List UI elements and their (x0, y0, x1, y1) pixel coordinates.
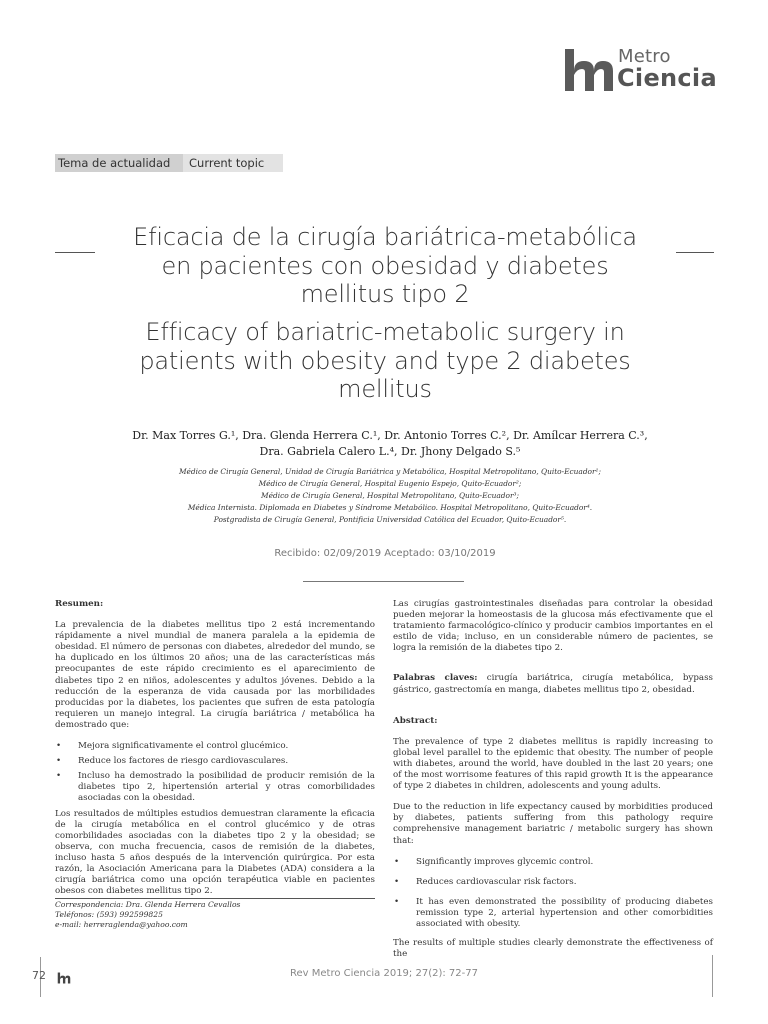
correspondence (55, 900, 240, 930)
section-band (55, 154, 283, 172)
abstract-paragraph-1: The prevalence of type 2 diabetes mellitus is rapidly increasing to global level parallel to the epidemic that obesity. The number of people with diabetes, around the world, have doubled in the last 20 years; one of the most worrisome features of this rapid growth It is the appearance of type 2 diabetes in children, adolescents and young adults. (393, 736, 713, 792)
logo-mark-icon (563, 47, 615, 93)
authors-line-1: Dr. Max Torres G.¹, Dra. Glenda Herrera C.¹, Dr. Antonio Torres C.², Dr. Amílcar Herrera C.³, (132, 429, 648, 442)
affiliation-item: Postgradista de Cirugía General, Pontificia Universidad Católica del Ecuador, Quito-Ecuador⁵. (213, 515, 567, 524)
logo-text-metro: Metro (618, 46, 671, 67)
authors-line-2: Dra. Gabriela Calero L.⁴, Dr. Jhony Delgado S.⁵ (259, 444, 521, 458)
affiliation-item: Médica Internista. Diplomada en Diabetes y Síndrome Metabólico. Hospital Metropolitano, Quito-Ecuador⁴. (187, 503, 593, 512)
separator-rule (303, 581, 464, 582)
list-item: • Significantly improves glycemic control. (393, 857, 713, 868)
right-column (393, 599, 713, 970)
title-spanish (60, 223, 710, 309)
title-es-line-2: en pacientes con obesidad y diabetes (161, 251, 609, 280)
abstract-bullet-list (393, 857, 713, 930)
footer-divider-right (712, 955, 713, 997)
left-column (55, 599, 375, 907)
resumen-heading: Resumen: (55, 599, 104, 609)
correspondence-email: e-mail: herreraglenda@yahoo.com (55, 920, 188, 929)
title-en-line-3: mellitus (338, 375, 432, 403)
resumen-bullet-list (55, 741, 375, 804)
logo-text-ciencia: Ciencia (617, 64, 717, 92)
correspondence-name: Correspondencia: Dra. Glenda Herrera Cevallos (55, 900, 241, 909)
journal-logo (563, 47, 723, 99)
list-item: • It has even demonstrated the possibility of producing diabetes remission type 2, arterial hypertension and other comorbidities associated with obesity. (393, 897, 713, 930)
resumen-paragraph-3: Las cirugías gastrointestinales diseñadas para controlar la obesidad pueden mejorar la homeostasis de la glucosa más efectivamente que el tratamiento farmacológico-clínico y producir cambios importantes en el estilo de vida; incluso, en un considerable número de pacientes, se logra la remisión de la diabetes tipo 2. (393, 599, 713, 654)
affiliation-item: Médico de Cirugía General, Unidad de Cirugía Bariátrica y Metabólica, Hospital Metropolitano, Quito-Ecuador¹; (178, 467, 601, 476)
keywords (393, 673, 713, 695)
abstract-paragraph-3: The results of multiple studies clearly demonstrate the effectiveness of the (393, 938, 713, 960)
received-accepted-dates: Recibido: 02/09/2019 Aceptado: 03/10/2019 (274, 548, 496, 559)
correspondence-rule (55, 898, 375, 899)
title-en-line-2: patients with obesity and type 2 diabetes (139, 346, 631, 375)
title-es-line-3: mellitus tipo 2 (300, 280, 470, 308)
keywords-label: Palabras claves: (393, 673, 478, 684)
title-rule-left (55, 252, 95, 253)
abstract-heading: Abstract: (393, 715, 438, 726)
title-es-line-1: Eficacia de la cirugía bariátrica-metabólica (133, 223, 637, 251)
journal-citation: Rev Metro Ciencia 2019; 27(2): 72-77 (290, 968, 478, 979)
author-list (100, 428, 680, 459)
section-label-es: Tema de actualidad (55, 154, 183, 172)
list-item: • Reduce los factores de riesgo cardiovasculares. (55, 756, 375, 767)
resumen-paragraph-1: La prevalencia de la diabetes mellitus tipo 2 está incrementando rápidamente a nivel mundial de manera paralela a la epidemia de obesidad. El número de personas con diabetes, alrededor del mundo, se ha duplicado en los últimos 20 años; una de las características más preocupantes de este rápido crecimiento es el aparecimiento de diabetes tipo 2 en niños, adolescentes y adultos jóvenes. Debido a la reducción de la esperanza de vida causada por las morbilidades producidas por la diabetes, los pacientes que sufren de esta patología requieren un manejo integral. La cirugía bariátrica / metabólica ha demostrado que: (55, 620, 375, 730)
list-item: • Mejora significativamente el control glucémico. (55, 741, 375, 752)
page-number: 72 (32, 969, 46, 982)
affiliation-item: Médico de Cirugía General, Hospital Metropolitano, Quito-Ecuador³; (261, 491, 519, 500)
section-label-en: Current topic (189, 156, 265, 170)
title-rule-right (676, 252, 714, 253)
footer-logo-icon (57, 969, 71, 988)
list-item: • Reduces cardiovascular risk factors. (393, 877, 713, 888)
affiliation-item: Médico de Cirugía General, Hospital Eugenio Espejo, Quito-Ecuador²; (258, 479, 522, 488)
list-item: • Incluso ha demostrado la posibilidad de producir remisión de la diabetes tipo 2, hipertensión arterial y otras comorbilidades asociadas con la obesidad. (55, 771, 375, 804)
resumen-paragraph-2: Los resultados de múltiples estudios demuestran claramente la eficacia de la cirugía metabólica en el control glucémico y de otras comorbilidades asociadas con la diabetes tipo 2 y la obesidad; se observa, con mucha frecuencia, casos de remisión de la diabetes, incluso hasta 5 años después de la intervención quirúrgica. Por esta razón, la Asociación Americana para la Diabetes (ADA) considera a la cirugía bariátrica como una opción terapéutica viable en pacientes obesos con diabetes mellitus tipo 2. (55, 808, 375, 897)
correspondence-phone: Teléfonos: (593) 992599825 (55, 910, 163, 919)
abstract-paragraph-2: Due to the reduction in life expectancy caused by morbidities produced by diabetes, patients suffering from this pathology require comprehensive management bariatric / metabolic surgery has shown that: (393, 802, 713, 846)
affiliations (110, 466, 670, 526)
title-en-line-1: Efficacy of bariatric-metabolic surgery in (145, 318, 625, 346)
title-english (60, 318, 710, 404)
keywords-text: cirugía bariátrica, cirugía metabólica, bypass gástrico, gastrectomía en manga, diabetes mellitus tipo 2, obesidad. (393, 673, 713, 695)
